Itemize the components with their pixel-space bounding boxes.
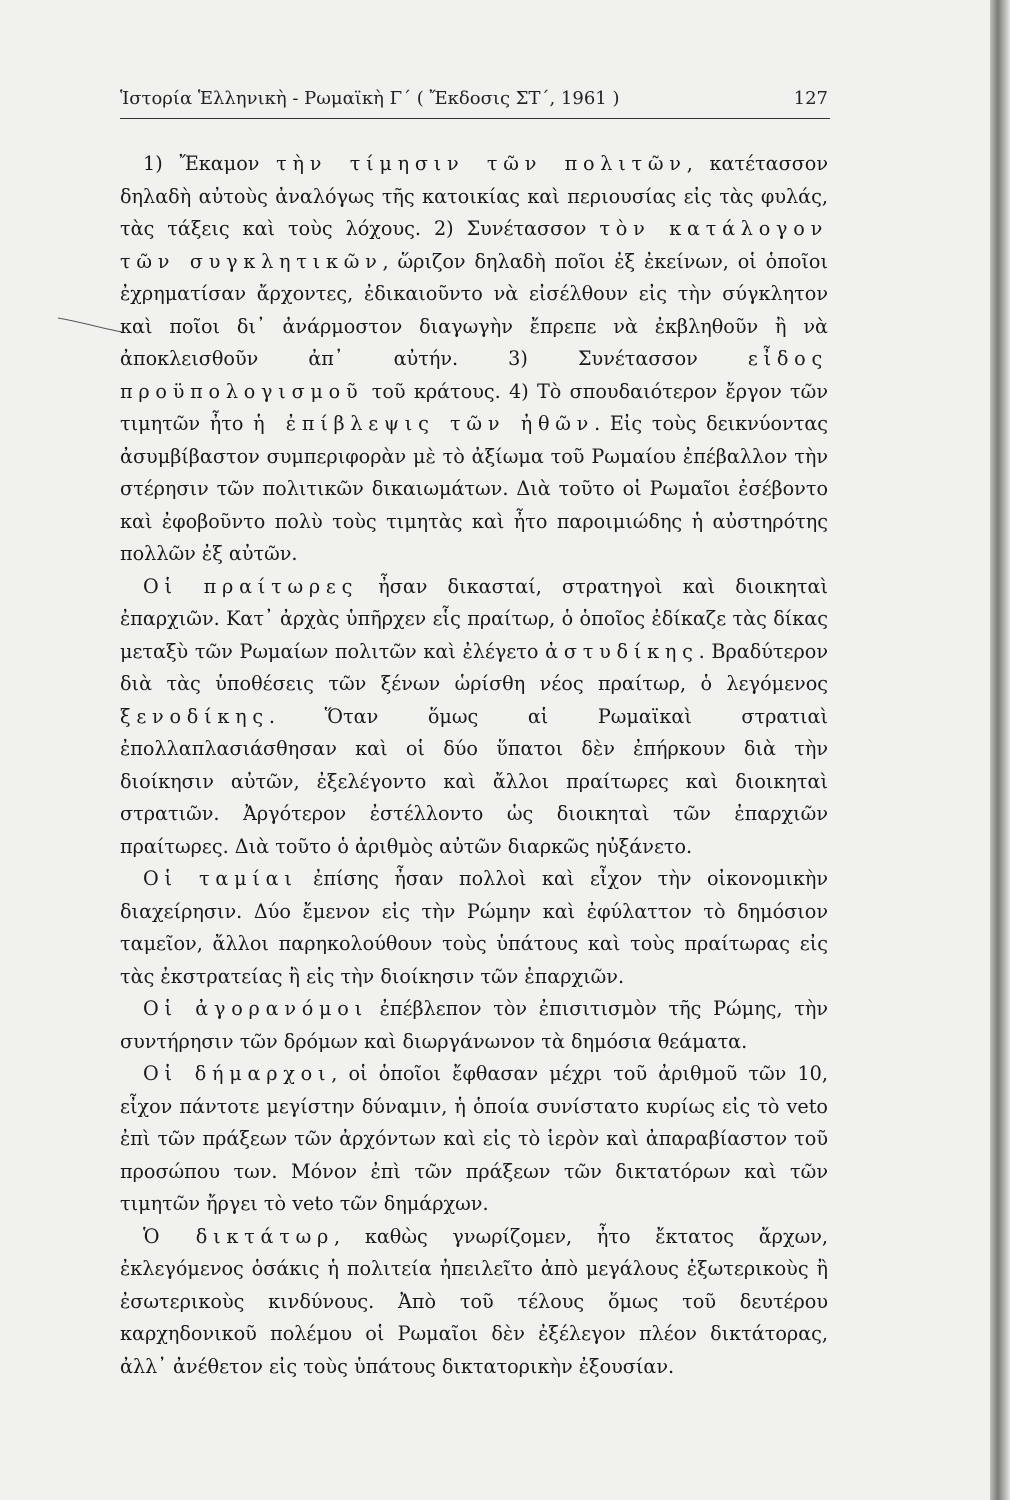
paragraph (120, 148, 828, 571)
text-run: ἦσαν δικασταί, στρατηγοὶ καὶ διοικηταὶ ἐπαρχιῶν. Κατ᾽ ἀρχὰς ὑπῆρχεν εἷς πραίτωρ, ὁ ὁποῖος ἐδίκαζε τὰς δίκας μεταξὺ τῶν Ρωμαίων πολιτῶν καὶ ἐλέγετο (120, 574, 829, 663)
text-run: , ὥριζον δηλαδὴ ποῖοι ἐξ ἐκείνων, οἱ ὁποῖοι ἐχρηματίσαν ἄρχοντες, ἐδικαιοῦντο νὰ εἰσέλθουν εἰς τὴν σύγκλητον καὶ ποῖοι δι᾽ ἀνάρμοστον διαγωγὴν ἔπρεπε νὰ ἐκβληθοῦν ἢ νὰ ἀποκλεισθοῦν ἀπ᾽ αὐτήν. 3) Συνέτασσον (120, 249, 828, 370)
page-number: 127 (793, 88, 828, 109)
spaced-emphasis: ἀστυδίκης (545, 639, 699, 663)
pencil-margin-mark (56, 314, 126, 336)
spaced-emphasis: εἶδος προϋπολογισμοῦ (120, 347, 828, 403)
running-header (120, 88, 828, 118)
paragraph (120, 993, 828, 1058)
text-run: τοῦ κράτους. 4) Τὸ σπουδαιότερον ἔργον τῶν τιμητῶν ἦτο (120, 379, 828, 435)
text-run: . Ὅταν ὅμως αἱ Ρωμαϊκαὶ στρατιαὶ ἐπολλαπλασιάσθησαν καὶ οἱ δύο ὕπατοι δὲν ἐπήρκουν διὰ τὴν διοίκησιν αὐτῶν, ἐξελέγοντο καὶ ἄλλοι πραίτωρες καὶ διοικηταὶ στρατιῶν. Ἀργότερον ἐστέλλοντο ὡς διοικηταὶ τῶν ἐπαρχιῶν πραίτωρες. Διὰ τοῦτο ὁ ἀριθμὸς αὐτῶν διαρκῶς ηὐξάνετο. (120, 704, 828, 858)
spaced-emphasis: ξενοδίκης (120, 704, 269, 728)
text-run: , καθὼς γνωρίζομεν, ἦτο ἔκτατος ἄρχων, ἐκλεγόμενος ὁσάκις ἡ πολιτεία ἠπειλεῖτο ἀπὸ μεγάλους ἐξωτερικοὺς ἢ ἐσωτερικοὺς κινδύνους. Ἀπὸ τοῦ τέλους ὅμως τοῦ δευτέρου καρχηδονικοῦ πολέμου οἱ Ρωμαῖοι δὲν ἐξέλεγον πλέον δικτάτορας, ἀλλ᾽ ἀνέθετον εἰς τοὺς ὑπάτους δικτατορικὴν ἐξουσίαν. (120, 1224, 828, 1378)
paragraph (120, 571, 828, 864)
spaced-emphasis: Οἱ ἀγορανόμοι (143, 997, 368, 1020)
paragraph (120, 1058, 828, 1221)
spaced-emphasis: Οἱ ταμίαι (143, 867, 298, 890)
spaced-emphasis: τὴν τίμησιν τῶν πολιτῶν (276, 152, 687, 175)
text-run: ἐπίσης ἦσαν πολλοὶ καὶ εἶχον τὴν οἰκονομικὴν διαχείρησιν. Δύο ἔμενον εἰς τὴν Ρώμην καὶ ἐφύλαττον τὸ δημόσιον ταμεῖον, ἄλλοι παρηκολούθουν τοὺς ὑπάτους καὶ τοὺς πραίτωρας εἰς τὰς ἐκστρατείας ἢ εἰς τὴν διοίκησιν τῶν ἐπαρχιῶν. (120, 867, 828, 988)
spaced-emphasis: Ὁ δικτάτωρ (143, 1224, 335, 1248)
paragraph (120, 1221, 828, 1384)
spaced-emphasis: τὸν κατάλογον τῶν συγκλητικῶν (120, 217, 829, 273)
running-title: Ἱστορία Ἑλληνικὴ - Ρωμαϊκὴ Γ΄ ( Ἔκδοσις ΣΤ΄, 1961 ) (120, 88, 620, 109)
spaced-emphasis: Οἱ δήμαρχοι (143, 1062, 332, 1085)
text-run: . Εἰς τοὺς δεικνύοντας ἀσυμβίβαστον συμπεριφορὰν μὲ τὸ ἀξίωμα τοῦ Ρωμαίου ἐπέβαλλον τὴν στέρησιν τῶν πολιτικῶν δικαιωμάτων. Διὰ τοῦτο οἱ Ρωμαῖοι ἐσέβοντο καὶ ἐφοβοῦντο πολὺ τοὺς τιμητὰς καὶ ἦτο παροιμιώδης ἡ αὐστηρότης πολλῶν ἐξ αὐτῶν. (120, 412, 829, 565)
spaced-emphasis: ἡ ἐπίβλεψις τῶν ἠθῶν (253, 412, 595, 435)
page-edge-shadow (990, 0, 1010, 1500)
paragraph (120, 863, 828, 993)
text-run: ἐπέβλεπον τὸν ἐπισιτισμὸν τῆς Ρώμης, τὴν συντήρησιν τῶν δρόμων καὶ διωργάνωνον τὰ δημόσια θεάματα. (120, 997, 828, 1053)
text-run: . Βραδύτερον διὰ τὰς ὑποθέσεις τῶν ξένων ὡρίσθη νέος πραίτωρ, ὁ λεγόμενος (120, 639, 828, 695)
text-run: 1) Ἔκαμον (143, 152, 277, 175)
header-rule (120, 118, 830, 119)
body-text (120, 148, 828, 1383)
text-run: , οἱ ὁποῖοι ἔφθασαν μέχρι τοῦ ἀριθμοῦ τῶν 10, εἶχον πάντοτε μεγίστην δύναμιν, ἡ ὁποία συνίστατο κυρίως εἰς τὸ veto ἐπὶ τῶν πράξεων τῶν ἀρχόντων καὶ εἰς τὸ ἱερὸν καὶ ἀπαραβίαστον τοῦ προσώπου των. Μόνον ἐπὶ τῶν πράξεων τῶν δικτατόρων καὶ τῶν τιμητῶν ἤργει τὸ veto τῶν δημάρχων. (120, 1062, 828, 1215)
spaced-emphasis: Οἱ πραίτωρες (143, 574, 359, 598)
text-run: , κατέτασσον δηλαδὴ αὐτοὺς ἀναλόγως τῆς κατοικίας καὶ περιουσίας εἰς τὰς φυλάς, τὰς τάξεις καὶ τοὺς λόχους. 2) Συνέτασσον (120, 152, 829, 240)
